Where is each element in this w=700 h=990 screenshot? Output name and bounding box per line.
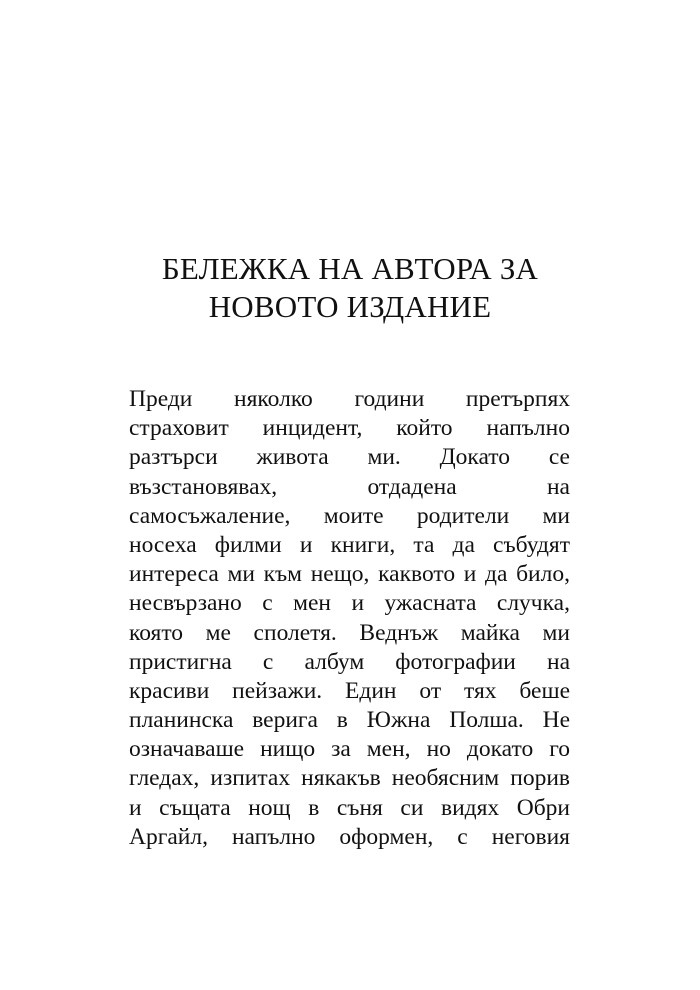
body-line: красиви пейзажи. Един от тях беше [129, 677, 570, 704]
body-line: носеха филми и книги, та да събудят [129, 531, 570, 558]
body-line: планинска верига в Южна Полша. Не [129, 707, 570, 734]
body-line: и същата нощ в съня си видях Обри [129, 794, 570, 821]
body-line: гледах, изпитах някакъв необясним порив [129, 765, 570, 792]
body-line: означаваше нищо за мен, но докато го [129, 736, 570, 763]
body-line: възстановявах, отдадена на [129, 473, 570, 500]
body-line: несвързано с мен и ужасната случка, [129, 590, 570, 617]
body-line: страховит инцидент, който напълно [129, 415, 570, 442]
chapter-title-line-1: БЕЛЕЖКА НА АВТОРА ЗА [161, 251, 539, 286]
body-line: интереса ми към нещо, каквото и да било, [129, 561, 570, 588]
body-line: Преди няколко години претърпях [129, 386, 570, 412]
body-line: Аргайл, напълно оформен, с неговия [129, 823, 570, 850]
chapter-title [60, 250, 640, 326]
body-line: разтърси живота ми. Докато се [129, 444, 570, 471]
body-line: пристигна с албум фотографии на [129, 648, 570, 675]
chapter-title-line-2: НОВОТО ИЗДАНИЕ [208, 289, 492, 324]
body-line: която ме сполетя. Веднъж майка ми [129, 619, 570, 646]
body-line: самосъжаление, моите родители ми [129, 502, 570, 529]
body-paragraph [129, 385, 570, 852]
